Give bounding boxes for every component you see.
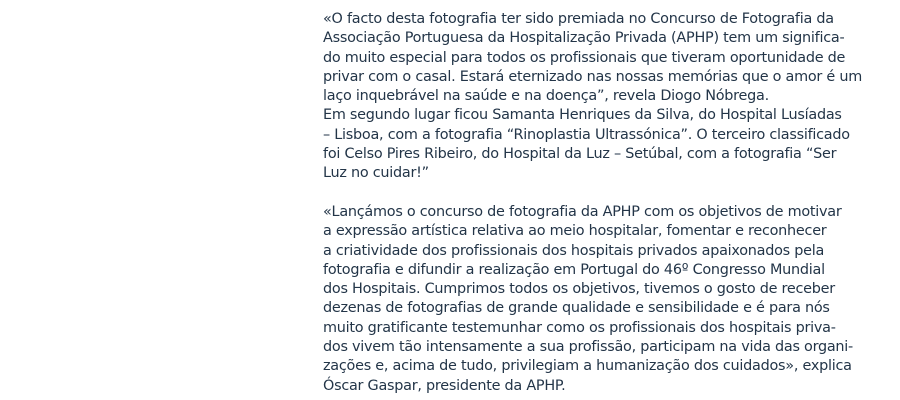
text-line: muito gratificante testemunhar como os profissionais dos hospitais priva- [323,319,836,336]
text-line: Em segundo lugar ficou Samanta Henriques da Silva, do Hospital Lusíadas [323,107,842,124]
text-line: dos Hospitais. Cumprimos todos os objetivos, tivemos o gosto de receber [323,281,835,298]
text-line: a criatividade dos profissionais dos hospitais privados apaixonados pela [323,242,825,259]
text-line: dos vivem tão intensamente a sua profissão, participam na vida das organi- [323,339,853,356]
text-line: «Lançámos o concurso de fotografia da APHP com os objetivos de motivar [323,203,842,220]
paragraph-quote-oscar [323,203,853,396]
text-line: zações e, acima de tudo, privilegiam a humanização dos cuidados», explica [323,358,852,375]
text-line: a expressão artística relativa ao meio hospitalar, fomentar e reconhecer [323,223,827,240]
text-line: laço inquebrável na saúde e na doença”, revela Diogo Nóbrega. [323,88,769,105]
text-line: do muito especial para todos os profissionais que tiveram oportunidade de [323,49,846,66]
text-line: «O facto desta fotografia ter sido premiada no Concurso de Fotografia da [323,11,834,27]
text-line: dezenas de fotografias de grande qualidade e sensibilidade e é para nós [323,300,830,317]
text-line: Luz no cuidar!” [323,165,429,182]
text-line: Associação Portuguesa da Hospitalização Privada (APHP) tem um significa- [323,30,845,47]
text-line: foi Celso Pires Ribeiro, do Hospital da Luz – Setúbal, com a fotografia “Ser [323,146,837,163]
text-line: fotografia e difundir a realização em Portugal do 46º Congresso Mundial [323,261,825,278]
paragraph-spacer [323,184,853,203]
article-body [323,10,862,396]
text-line: privar com o casal. Estará eternizado nas nossas memórias que o amor é um [323,68,862,85]
text-line: – Lisboa, com a fotografia “Rinoplastia Ultrassónica”. O terceiro classificado [323,126,850,143]
paragraph-winners [323,106,853,183]
paragraph-quote-diogo [323,10,862,106]
text-line: Óscar Gaspar, presidente da APHP. [323,377,566,394]
